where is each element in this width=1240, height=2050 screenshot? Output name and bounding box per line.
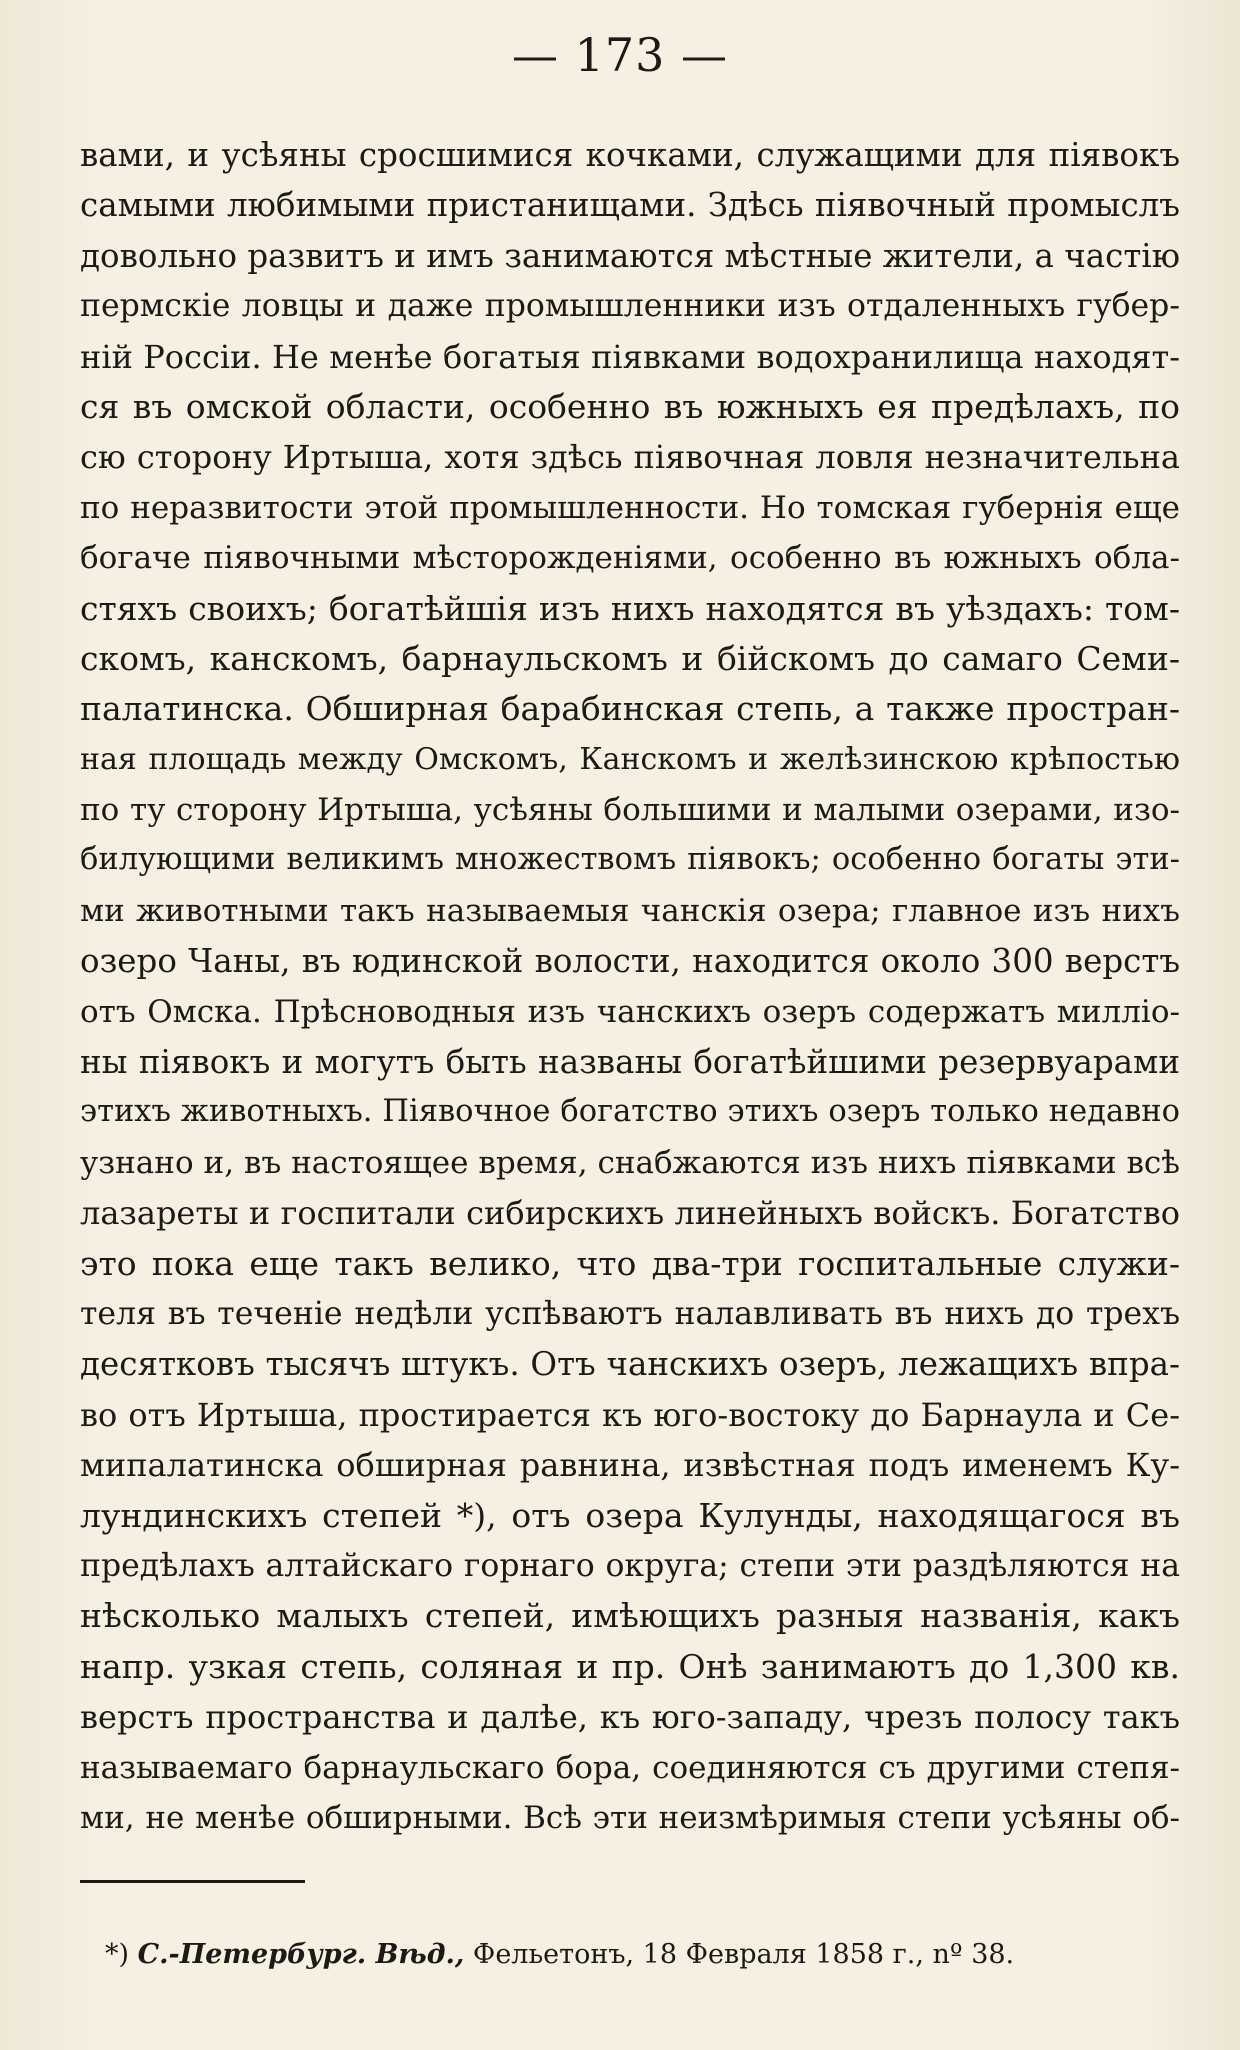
- text-line: узнано и, въ настоящее время, снабжаются изъ нихъ піявками всѣ: [80, 1144, 1180, 1181]
- text-line: мипалатинска обширная равнина, извѣстная подъ именемъ Ку-: [80, 1446, 1180, 1485]
- text-line: сю сторону Иртыша, хотя здѣсь піявочная ловля незначительна: [80, 438, 1180, 477]
- text-line: называемаго барнаульскаго бора, соединяются съ другими степя-: [80, 1749, 1180, 1786]
- text-line: богаче піявочными мѣсторожденіями, особенно въ южныхъ обла-: [80, 540, 1180, 577]
- text-line: по ту сторону Иртыша, усѣяны большими и малыми озерами, изо-: [80, 792, 1180, 829]
- text-line: лазареты и госпитали сибирскихъ линейныхъ войскъ. Богатство: [80, 1194, 1180, 1233]
- text-line: это пока еще такъ велико, что два-три госпитальные служи-: [80, 1243, 1180, 1283]
- text-line: ся въ омской области, особенно въ южныхъ ея предѣлахъ, по: [80, 386, 1180, 426]
- text-line: этихъ животныхъ. Піявочное богатство этихъ озеръ только недавно: [80, 1094, 1180, 1130]
- text-line: напр. узкая степь, соляная и пр. Онѣ занимаютъ до 1,300 кв.: [80, 1646, 1180, 1686]
- text-line: нѣсколько малыхъ степей, имѣющихъ разныя названія, какъ: [80, 1596, 1180, 1636]
- text-line: десятковъ тысячъ штукъ. Отъ чанскихъ озеръ, лежащихъ впра-: [80, 1345, 1180, 1384]
- page-number: — 173 —: [511, 28, 729, 82]
- text-line: лундинскихъ степей *), отъ озера Кулунды, находящагося въ: [80, 1495, 1180, 1535]
- footnote-mark: *): [105, 1939, 130, 1970]
- footnote-divider: [80, 1880, 305, 1883]
- footnote-source: С.-Петербург. Вѣд.,: [137, 1939, 465, 1970]
- text-line: довольно развитъ и имъ занимаются мѣстные жители, а частію: [80, 236, 1180, 275]
- text-line: билующими великимъ множествомъ піявокъ; особенно богаты эти-: [80, 842, 1180, 878]
- text-line: ній Россіи. Не менѣе богатыя піявками водохранилища находят-: [80, 337, 1180, 376]
- footnote-details: Фельетонъ, 18 Февраля 1858 г., nº 38.: [472, 1939, 1015, 1970]
- text-line: ми, не менѣе обширными. Всѣ эти неизмѣримыя степи усѣяны об-: [80, 1799, 1180, 1836]
- text-line: озеро Чаны, въ юдинской волости, находится около 300 верстъ: [80, 942, 1180, 981]
- text-line: верстъ пространства и далѣе, къ юго-западу, чрезъ полосу такъ: [80, 1698, 1180, 1737]
- text-line: по неразвитости этой промышленности. Но томская губернія еще: [80, 489, 1180, 526]
- text-line: теля въ теченіе недѣли успѣваютъ налавливать въ нихъ до трехъ: [80, 1295, 1180, 1332]
- text-line: палатинска. Обширная барабинская степь, а также простран-: [80, 689, 1180, 729]
- text-line: самыми любимыми пристанищами. Здѣсь піявочный промыслъ: [80, 186, 1180, 225]
- text-line: отъ Омска. Прѣсноводныя изъ чанскихъ озеръ содержатъ милліо-: [80, 993, 1180, 1030]
- text-line: вами, и усѣяны сросшимися кочками, служащими для піявокъ: [80, 136, 1180, 174]
- text-line: пермскіе ловцы и даже промышленники изъ отдаленныхъ губер-: [80, 288, 1180, 325]
- text-line: стяхъ своихъ; богатѣйшія изъ нихъ находятся въ уѣздахъ: том-: [80, 588, 1180, 628]
- text-line: ны піявокъ и могутъ быть названы богатѣйшими резервуарами: [80, 1043, 1180, 1082]
- text-line: во отъ Иртыша, простирается къ юго-востоку до Барнаула и Се-: [80, 1395, 1180, 1434]
- text-line: предѣлахъ алтайскаго горнаго округа; степи эти раздѣляются на: [80, 1547, 1180, 1584]
- body-text: [80, 130, 1180, 1843]
- footnote: [105, 1935, 1014, 1975]
- text-line: скомъ, канскомъ, барнаульскомъ и бійскомъ до самаго Семи-: [80, 638, 1180, 678]
- text-line: ная площадь между Омскомъ, Канскомъ и желѣзинскою крѣпостью: [80, 741, 1180, 777]
- text-line: ми животными такъ называемыя чанскія озера; главное изъ нихъ: [80, 892, 1180, 929]
